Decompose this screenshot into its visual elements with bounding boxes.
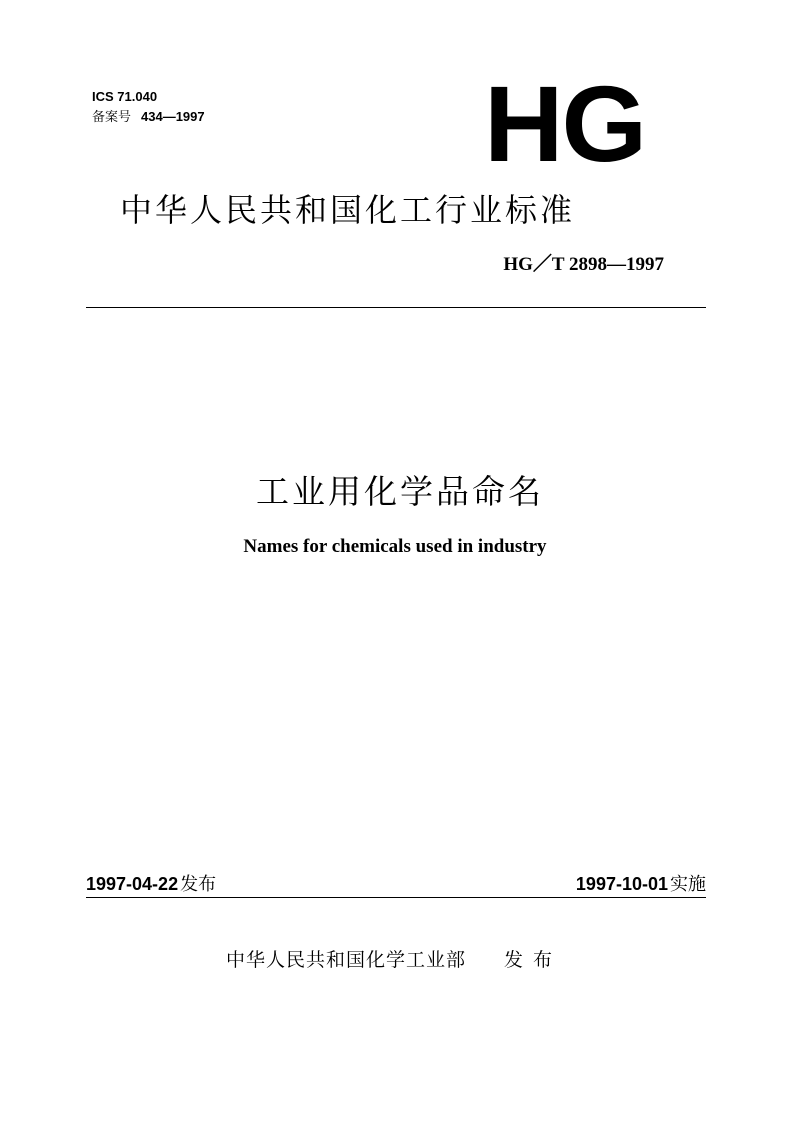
publisher-name: 中华人民共和国化学工业部 bbox=[226, 949, 467, 971]
top-divider bbox=[86, 307, 706, 308]
filing-number: 434—1997 bbox=[141, 109, 205, 124]
publish-action: 发布 bbox=[504, 949, 563, 971]
org-title: 中华人民共和国化工行业标准 bbox=[120, 191, 576, 229]
bottom-divider bbox=[86, 897, 706, 898]
publisher-line bbox=[226, 946, 562, 974]
implementation-label: 实施 bbox=[670, 874, 706, 895]
document-title-cn: 工业用化学品命名 bbox=[256, 472, 544, 511]
issue-date-line bbox=[86, 872, 216, 897]
hg-logo: HG bbox=[484, 63, 646, 184]
implementation-date-line bbox=[576, 872, 706, 897]
ics-code: ICS 71.040 bbox=[92, 89, 158, 104]
implementation-date: 1997-10-01 bbox=[575, 874, 668, 894]
document-title-en: Names for chemicals used in industry bbox=[243, 536, 547, 557]
filing-label: 备案号 bbox=[92, 110, 132, 125]
standard-number: HG／T 2898—1997 bbox=[503, 254, 664, 275]
issue-label: 发布 bbox=[180, 874, 217, 895]
filing-record bbox=[92, 108, 205, 127]
issue-date: 1997-04-22 bbox=[86, 874, 179, 894]
